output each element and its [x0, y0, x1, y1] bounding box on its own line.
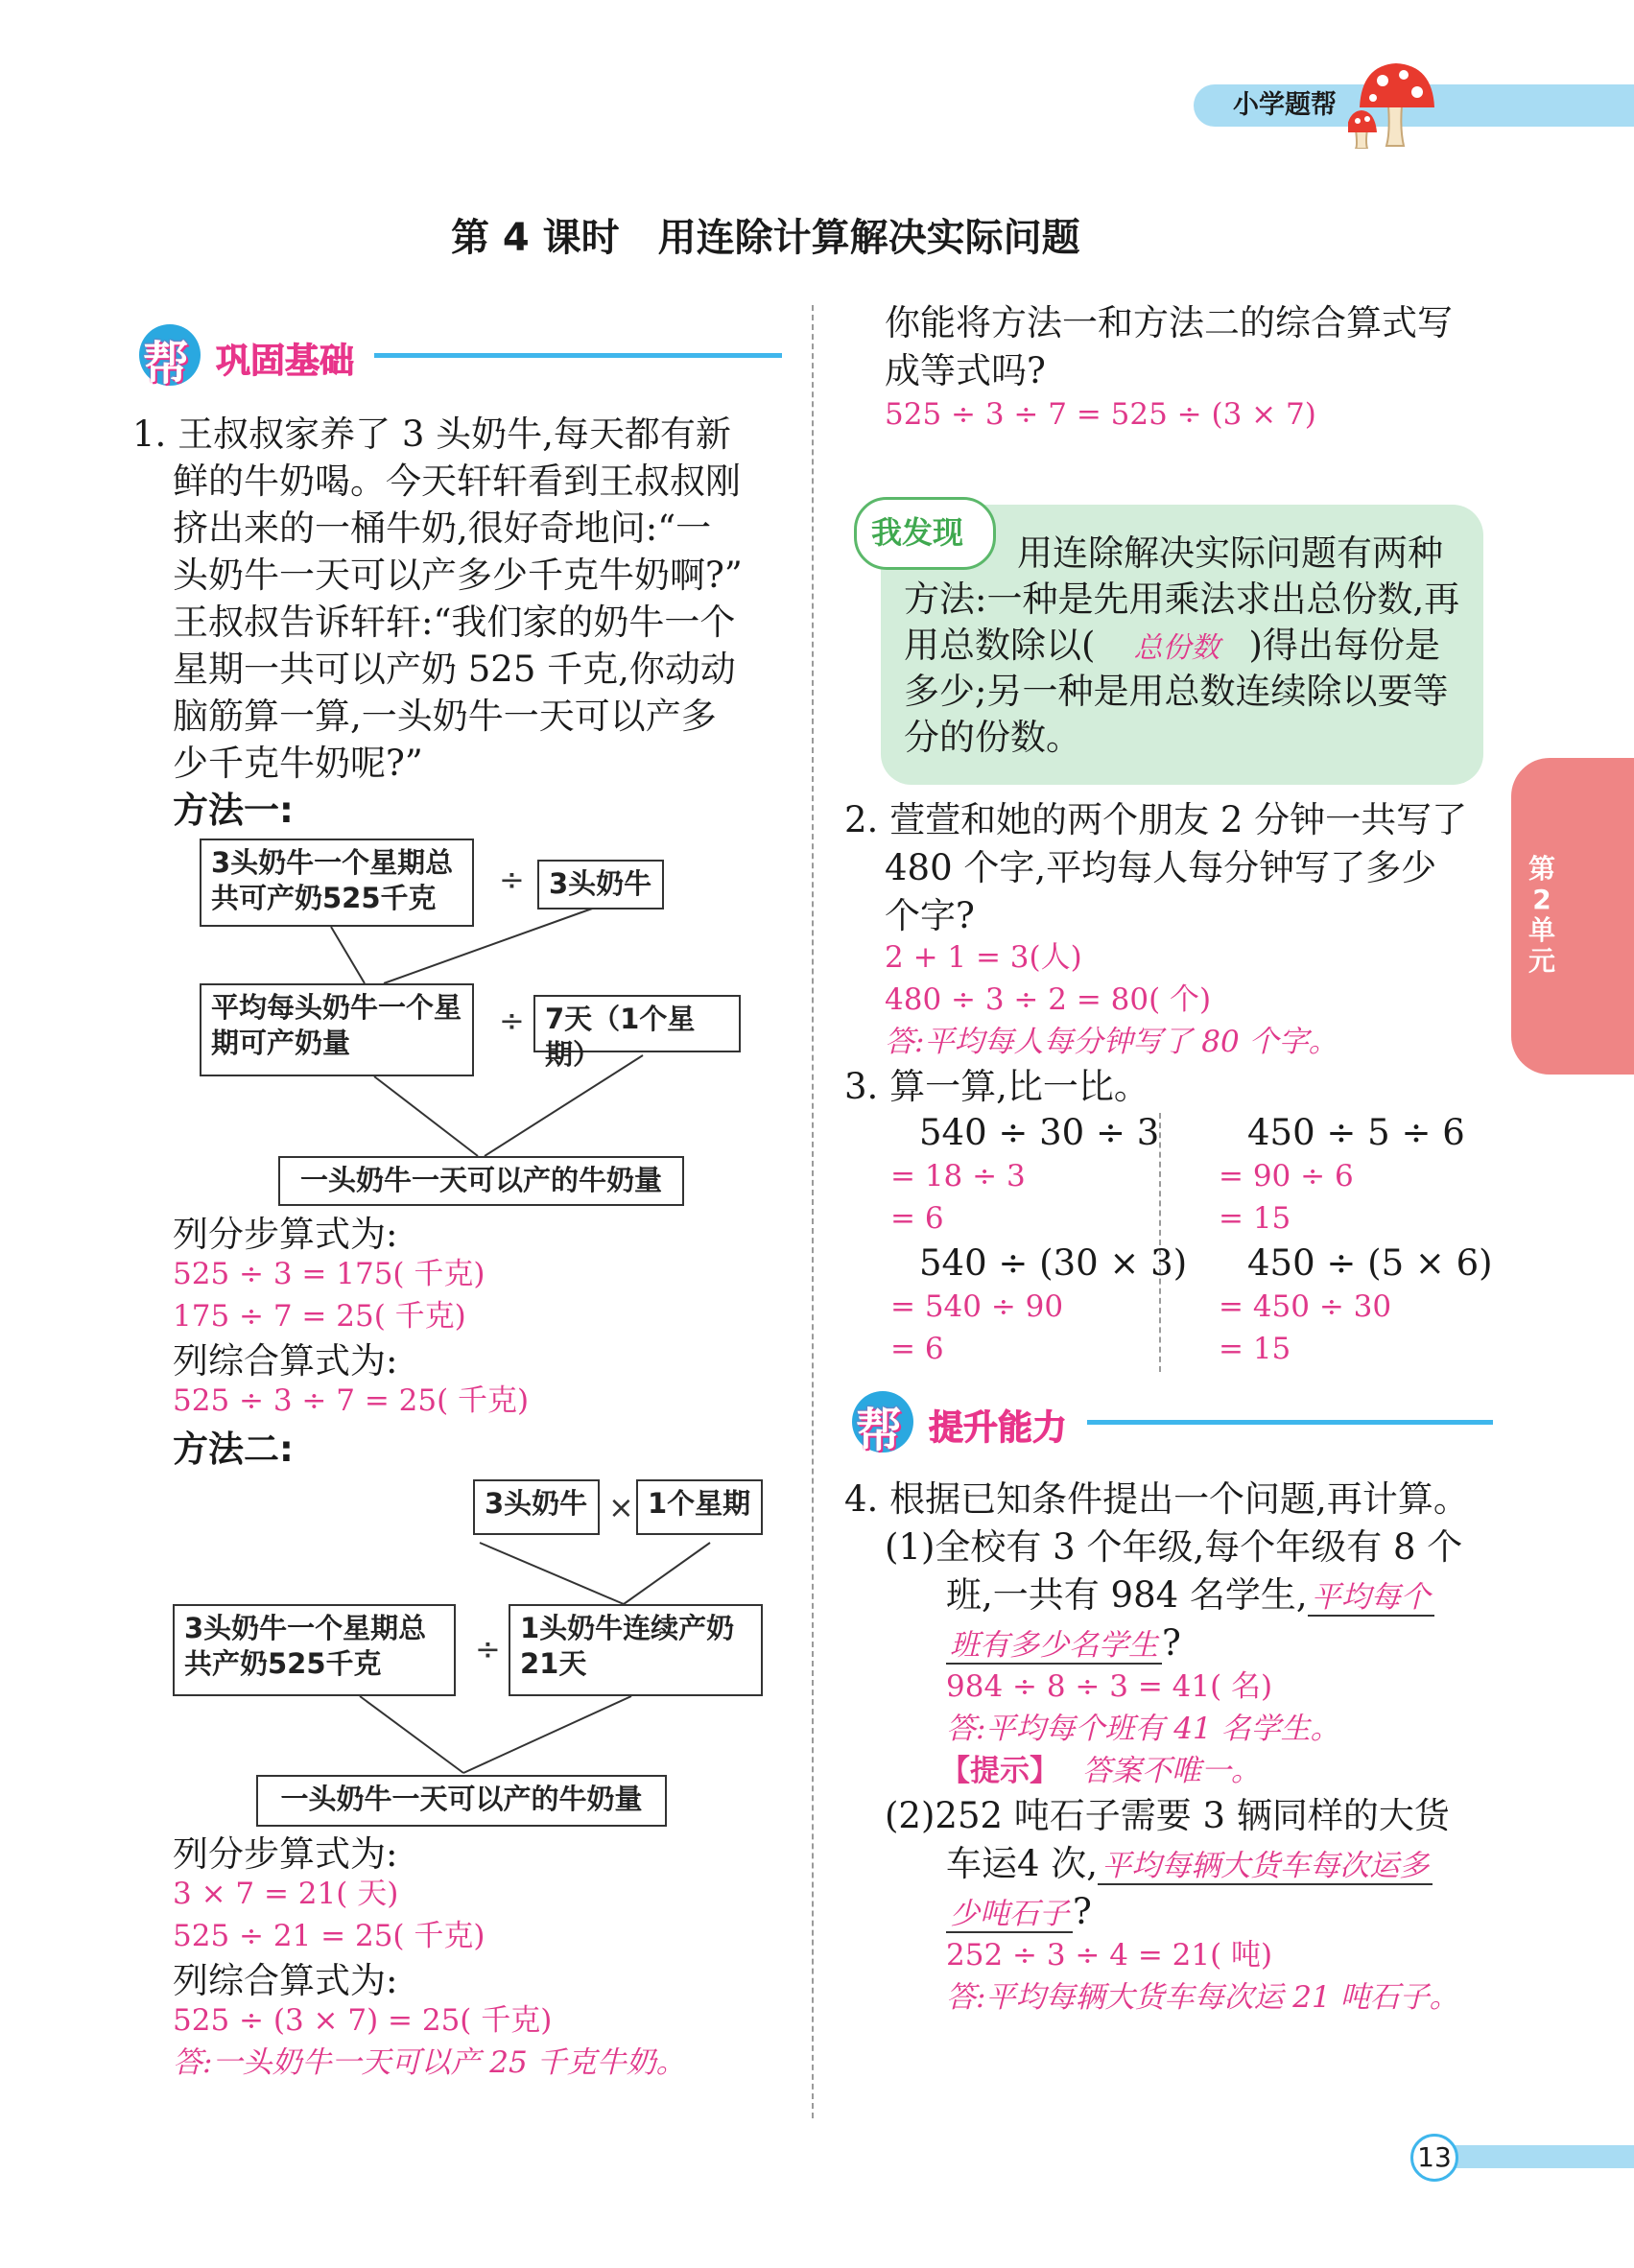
discover-line3-b: )得出每份是 [1248, 625, 1440, 666]
q4-p1-line2 [946, 1571, 1434, 1621]
q3-expr1: 540 ÷ 30 ÷ 3 [919, 1112, 1160, 1153]
m2-op-multiply: × [608, 1489, 634, 1525]
page-number: 13 [1417, 2141, 1452, 2173]
q4-p2-answer1: 252 ÷ 3 ÷ 4 = 21( 吨) [946, 1938, 1273, 1973]
q2-line2: 480 个字,平均每人每分钟写了多少 [885, 847, 1437, 888]
q4-p1-hint [940, 1750, 1261, 1792]
q4-p1-fill1: 平均每个 [1308, 1580, 1434, 1617]
section-bang: 帮 [143, 337, 190, 390]
discover-line3 [904, 622, 1440, 672]
discover-badge: 我发现 [871, 514, 964, 551]
m2-step2: 525 ÷ 21 = 25( 千克) [173, 1919, 485, 1953]
section-head-advanced [852, 1391, 1493, 1457]
q1-answer: 答:一头奶牛一天可以产 25 千克牛奶。 [173, 2045, 686, 2080]
discover-fill: 总份数 [1133, 631, 1220, 665]
page-number-band [1439, 2145, 1634, 2168]
q2-line1: 2. 萱萱和她的两个朋友 2 分钟一共写了 [844, 799, 1468, 840]
m1-box-per-cow-week: 平均每头奶牛一个星期可产奶量 [200, 983, 474, 1076]
q4-p2-q: ? [1073, 1891, 1092, 1932]
q1-line: 脑筋算一算,一头奶牛一天可以产多 [173, 696, 717, 737]
m2-step-label: 列分步算式为: [173, 1833, 398, 1875]
discover-line2: 方法:一种是先用乘法求出总份数,再 [904, 579, 1460, 620]
q3-expr4-result: = 15 [1219, 1332, 1291, 1366]
q4-p1-fill2: 班有多少名学生 [946, 1628, 1162, 1665]
section-label: 提升能力 [929, 1408, 1068, 1448]
q3-expr2-result: = 15 [1219, 1201, 1291, 1236]
m2-box-result: 一头奶牛一天可以产的牛奶量 [256, 1775, 667, 1827]
q3-expr1-step: = 18 ÷ 3 [890, 1159, 1026, 1193]
q3-line1: 3. 算一算,比一比。 [844, 1066, 1149, 1107]
m1-op-divide: ÷ [499, 862, 525, 898]
method2-label: 方法二: [173, 1429, 294, 1470]
m1-box-result: 一头奶牛一天可以产的牛奶量 [278, 1156, 684, 1206]
q3-expr3-step: = 540 ÷ 90 [890, 1289, 1064, 1324]
q4-p1-q: ? [1162, 1622, 1181, 1664]
m1-comb-label: 列综合算式为: [173, 1340, 398, 1382]
q4-p1-answer2: 答:平均每个班有 41 名学生。 [946, 1712, 1340, 1746]
q2-line3: 个字? [885, 895, 975, 936]
m2-box-week: 1个星期 [636, 1479, 763, 1535]
q4-p1-line3 [946, 1619, 1181, 1669]
discover-line3-a: 用总数除以( [904, 625, 1096, 666]
mushroom-icon [1348, 58, 1463, 149]
m1-step2: 175 ÷ 7 = 25( 千克) [173, 1299, 466, 1334]
q1-line: 星期一共可以产奶 525 千克,你动动 [173, 649, 736, 690]
right-top-answer: 525 ÷ 3 ÷ 7 = 525 ÷ (3 × 7) [885, 397, 1316, 432]
unit-side-tab-text: 第2单元 [1527, 853, 1555, 977]
page-title: 第 4 课时 用连除计算解决实际问题 [451, 216, 1080, 260]
m1-box-total: 3头奶牛一个星期总共可产奶525千克 [200, 839, 474, 927]
q4-p2-answer2: 答:平均每辆大货车每次运 21 吨石子。 [946, 1980, 1459, 2015]
q4-hint-label: 【提示】 [940, 1754, 1059, 1788]
m2-box-total: 3头奶牛一个星期总共产奶525千克 [173, 1604, 456, 1696]
q1-line: 王叔叔告诉轩轩:“我们家的奶牛一个 [173, 602, 736, 643]
header-brand: 小学题帮 [1233, 90, 1337, 120]
q4-p2-fill2: 少吨石子 [946, 1897, 1073, 1933]
q1-line: 挤出来的一桶牛奶,很好奇地问:“一 [173, 508, 712, 549]
q4-hint-text: 答案不唯一。 [1081, 1754, 1261, 1788]
m1-step-label: 列分步算式为: [173, 1214, 398, 1255]
m1-box-cows: 3头奶牛 [537, 860, 664, 910]
q3-expr1-result: = 6 [890, 1201, 944, 1236]
q3-expr4: 450 ÷ (5 × 6) [1247, 1242, 1493, 1284]
m1-op-divide: ÷ [499, 1003, 525, 1039]
q4-p1-answer1: 984 ÷ 8 ÷ 3 = 41( 名) [946, 1669, 1273, 1704]
q4-p2-line2-a: 车运4 次, [946, 1843, 1099, 1884]
section-bang: 帮 [856, 1404, 903, 1457]
q2-answer3: 答:平均每人每分钟写了 80 个字。 [885, 1025, 1338, 1059]
q3-expr4-step: = 450 ÷ 30 [1219, 1289, 1392, 1324]
q4-line1: 4. 根据已知条件提出一个问题,再计算。 [844, 1478, 1469, 1520]
m2-op-divide: ÷ [475, 1631, 501, 1667]
q3-expr2-step: = 90 ÷ 6 [1219, 1159, 1354, 1193]
q1-line: 1. 王叔叔家养了 3 头奶牛,每天都有新 [132, 413, 731, 455]
q4-p1-line1: (1)全校有 3 个年级,每个年级有 8 个 [885, 1526, 1463, 1568]
m2-box-one-cow-days: 1头奶牛连续产奶21天 [509, 1604, 763, 1696]
q4-p2-line3 [946, 1888, 1092, 1938]
q2-answer2: 480 ÷ 3 ÷ 2 = 80( 个) [885, 982, 1212, 1017]
q2-answer1: 2 + 1 = 3(人) [885, 940, 1082, 975]
q4-p2-fill1: 平均每辆大货车每次运多 [1098, 1849, 1433, 1885]
discover-line1: 用连除解决实际问题有两种 [1017, 532, 1443, 574]
q3-expr3-result: = 6 [890, 1332, 944, 1366]
discover-line4: 多少;另一种是用总数连续除以要等 [904, 671, 1449, 712]
m2-comb: 525 ÷ (3 × 7) = 25( 千克) [173, 2003, 553, 2038]
m2-box-cows: 3头奶牛 [473, 1479, 600, 1535]
m2-step1: 3 × 7 = 21( 天) [173, 1877, 399, 1911]
right-top-line1: 你能将方法一和方法二的综合算式写 [885, 302, 1453, 343]
q1-line: 鲜的牛奶喝。今天轩轩看到王叔叔刚 [173, 461, 741, 502]
q3-expr2: 450 ÷ 5 ÷ 6 [1247, 1112, 1465, 1153]
q1-line: 头奶牛一天可以产多少千克牛奶啊?” [173, 555, 743, 596]
q4-p1-line2-a: 班,一共有 984 名学生, [946, 1574, 1308, 1616]
discover-line5: 分的份数。 [904, 717, 1081, 758]
q3-expr3: 540 ÷ (30 × 3) [919, 1242, 1188, 1284]
m2-comb-label: 列综合算式为: [173, 1960, 398, 2001]
section-line [1087, 1420, 1493, 1425]
right-top-line2: 成等式吗? [885, 350, 1046, 391]
m1-comb: 525 ÷ 3 ÷ 7 = 25( 千克) [173, 1383, 530, 1418]
m1-box-days: 7天（1个星期） [533, 995, 741, 1052]
m1-step1: 525 ÷ 3 = 175( 千克) [173, 1257, 485, 1291]
method1-label: 方法一: [173, 790, 294, 831]
q4-p2-line2 [946, 1840, 1433, 1890]
q1-line: 少千克牛奶呢?” [173, 743, 423, 784]
q4-p2-line1: (2)252 吨石子需要 3 辆同样的大货 [885, 1795, 1450, 1836]
section-label: 巩固基础 [216, 342, 355, 381]
